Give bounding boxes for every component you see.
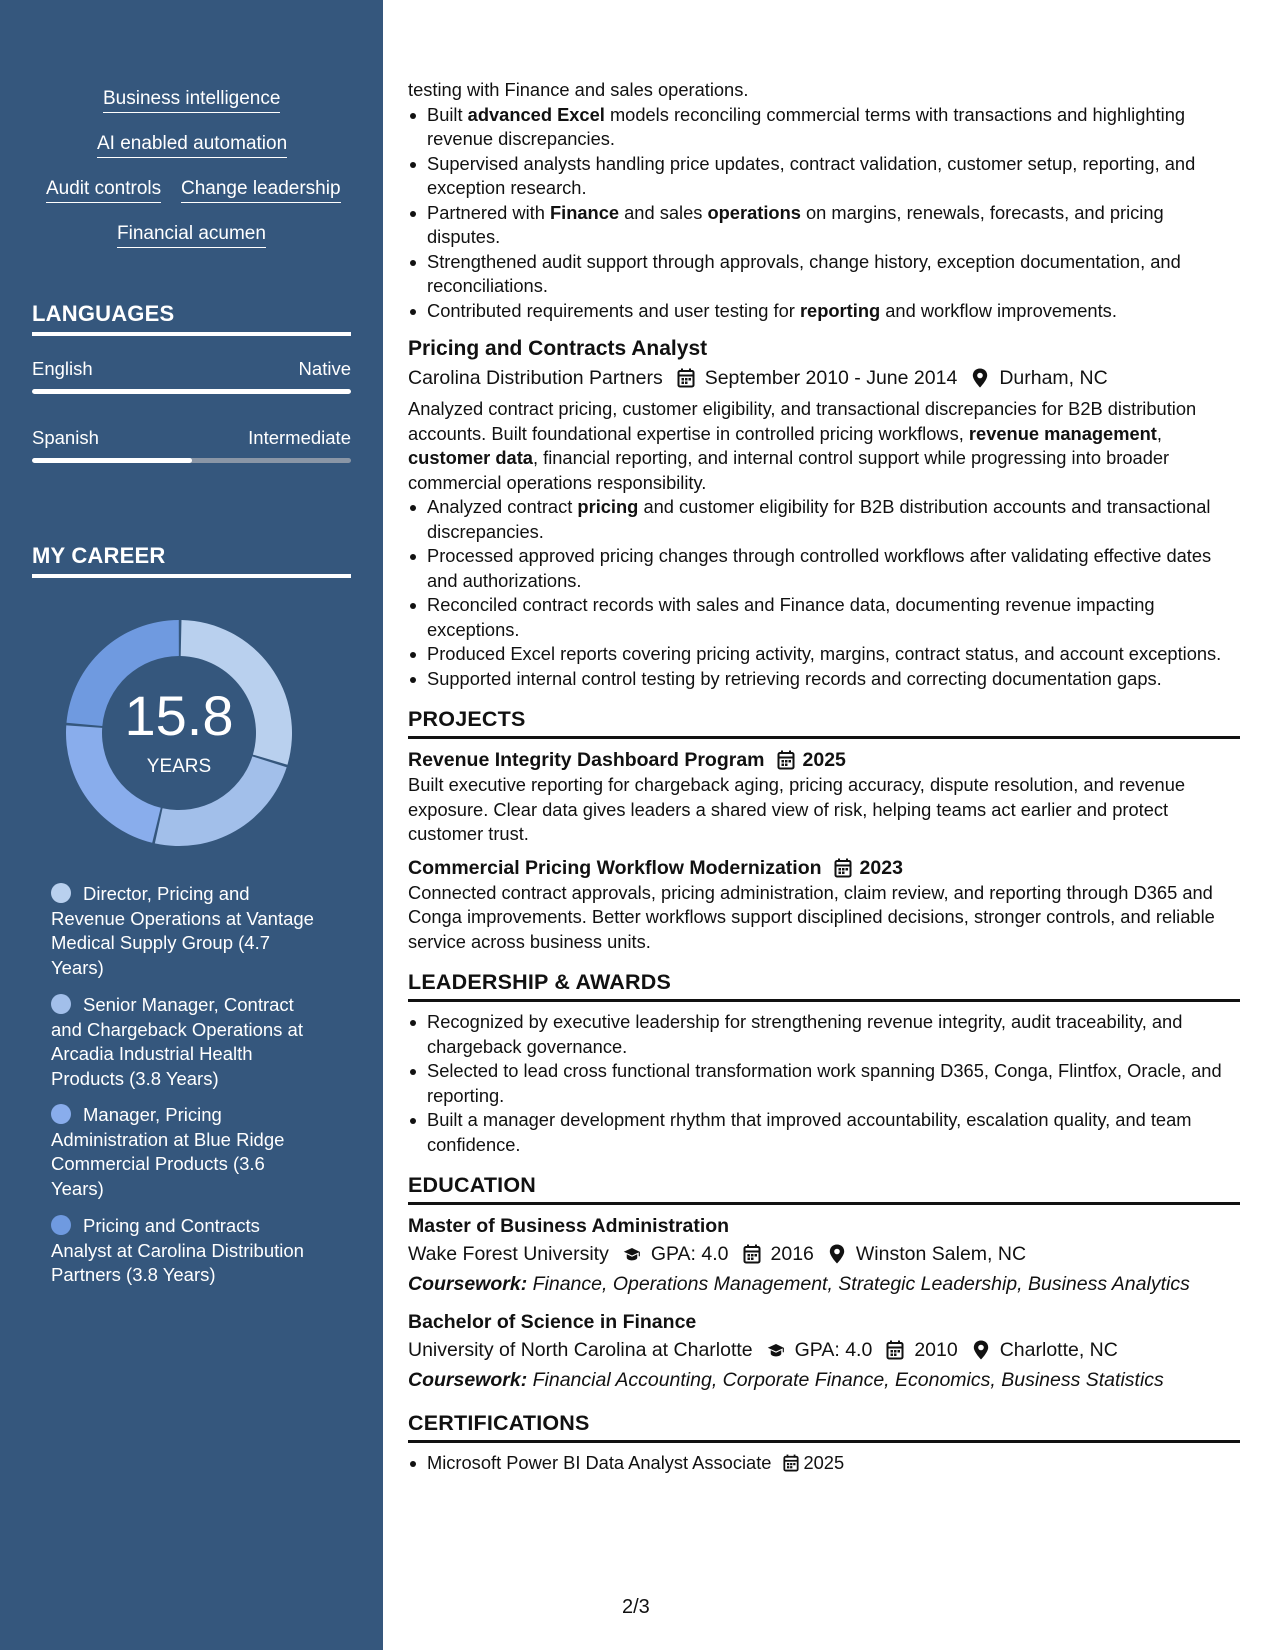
education-meta	[408, 1335, 1240, 1365]
bullet-item	[408, 642, 1240, 667]
calendar-icon	[777, 750, 795, 770]
text-run: Produced Excel reports covering pricing activity, margins, contract status, and account exceptions.	[427, 643, 1222, 664]
project-name: Commercial Pricing Workflow Modernization	[408, 856, 822, 879]
career-legend-text: Senior Manager, Contract and Chargeback Operations at Arcadia Industrial Health Products (3.8 Years)	[51, 994, 303, 1089]
language-proficiency-fill	[32, 389, 351, 394]
coursework-label: Coursework:	[408, 1369, 528, 1391]
skill-tag: Change leadership	[181, 178, 341, 203]
bullet-item	[408, 667, 1240, 692]
graduation-cap-icon	[767, 1340, 785, 1360]
text-run: Reconciled contract records with sales and Finance data, documenting revenue impacting exceptions.	[427, 594, 1155, 640]
school-location: Winston Salem, NC	[855, 1243, 1027, 1265]
text-run: Strengthened audit support through approvals, change history, exception documentation, and reconciliations.	[427, 250, 1181, 296]
skill-tag: Financial acumen	[117, 223, 266, 248]
bullet-item	[408, 1010, 1240, 1059]
bullet-item	[408, 544, 1240, 593]
location-pin-icon	[972, 1340, 990, 1360]
legend-dot	[51, 1104, 71, 1124]
career-total-label: YEARS	[146, 756, 212, 777]
calendar-icon	[783, 1454, 799, 1472]
project-description: Connected contract approvals, pricing administration, claim review, and reporting through D365 and Conga improvements. Better workflows support disciplined decisions, stronger controls, and reliable service across business units.	[408, 881, 1215, 952]
coursework-list: Finance, Operations Management, Strategic Leadership, Business Analytics	[527, 1273, 1190, 1295]
career-legend-item	[51, 1214, 321, 1288]
bold-keyword: Finance	[549, 201, 620, 223]
job-company: Carolina Distribution Partners	[408, 367, 663, 389]
calendar-icon	[677, 368, 695, 388]
bullet-item	[408, 152, 1240, 201]
language-proficiency-bar	[32, 389, 351, 394]
section-rule	[408, 1440, 1240, 1443]
certification-year: 2025	[803, 1452, 845, 1473]
language-level: Native	[298, 358, 351, 379]
bold-keyword: customer data	[408, 447, 533, 468]
bullet-item	[408, 103, 1240, 152]
section-rule	[408, 1202, 1240, 1205]
career-legend-item	[51, 1103, 321, 1201]
career-heading: MY CAREER	[32, 543, 166, 568]
career-legend-item	[51, 993, 321, 1091]
bullet-item	[408, 250, 1240, 299]
text-run: ,	[1156, 422, 1162, 444]
skill-tag: Audit controls	[46, 178, 161, 203]
page-number: 2/3	[622, 1596, 650, 1618]
career-rule	[32, 574, 351, 578]
project-title	[408, 855, 1240, 881]
coursework-label: Coursework:	[408, 1273, 528, 1295]
bold-keyword: operations	[707, 201, 801, 223]
bullet-item	[408, 495, 1240, 544]
language-proficiency-fill	[32, 458, 192, 463]
languages-heading: LANGUAGES	[32, 301, 175, 326]
text-run: Partnered with	[427, 201, 550, 223]
leadership-heading: LEADERSHIP & AWARDS	[408, 970, 672, 994]
job-title: Pricing and Contracts Analyst	[408, 337, 708, 360]
bold-keyword: revenue management	[968, 422, 1157, 444]
coursework	[408, 1365, 1240, 1395]
job-meta	[408, 363, 1240, 393]
school-location: Charlotte, NC	[999, 1339, 1118, 1361]
text-run: Contributed requirements and user testing for	[427, 299, 800, 321]
section-rule	[408, 999, 1240, 1002]
calendar-icon	[743, 1244, 761, 1264]
certification-name: Microsoft Power BI Data Analyst Associate	[427, 1452, 772, 1473]
bold-keyword: pricing	[577, 496, 639, 517]
calendar-icon	[886, 1340, 904, 1360]
calendar-icon	[834, 858, 852, 878]
career-legend-text: Director, Pricing and Revenue Operations at Vantage Medical Supply Group (4.7 Years)	[51, 883, 314, 978]
text-run: , financial reporting, and internal control support while progressing into broader commercial operations responsibility.	[408, 447, 1170, 493]
education-heading: EDUCATION	[408, 1173, 537, 1197]
gpa: GPA: 4.0	[794, 1339, 873, 1361]
job-summary	[408, 397, 1240, 495]
graduation-cap-icon	[623, 1244, 641, 1264]
career-legend-text: Manager, Pricing Administration at Blue Ridge Commercial Products (3.6 Years)	[51, 1104, 285, 1199]
text-run: Supported internal control testing by retrieving records and correcting documentation gaps.	[427, 667, 1162, 689]
job-location: Durham, NC	[999, 367, 1108, 389]
graduation-year: 2010	[914, 1339, 958, 1361]
leadership-list	[408, 1010, 1240, 1157]
legend-dot	[51, 994, 71, 1014]
bold-keyword: advanced Excel	[467, 103, 605, 125]
project-title	[408, 747, 1240, 773]
previous-job-bullets	[408, 103, 1240, 324]
skill-tag: AI enabled automation	[97, 133, 287, 158]
bullet-item	[408, 593, 1240, 642]
coursework	[408, 1269, 1240, 1299]
text-run: and sales	[619, 201, 708, 223]
bullet-text: Selected to lead cross functional transformation work spanning D365, Conga, Flintfox, Oracle, and reporting.	[427, 1060, 1222, 1106]
school-name: University of North Carolina at Charlotte	[408, 1339, 753, 1361]
language-name: Spanish	[32, 427, 99, 448]
degree-title: Bachelor of Science in Finance	[408, 1311, 697, 1333]
project-description: Built executive reporting for chargeback aging, pricing accuracy, dispute resolution, and revenue exposure. Clear data gives leaders a shared view of risk, helping teams act earlier and protect customer trust.	[408, 774, 1186, 844]
text-run: Built	[427, 103, 468, 125]
section-rule	[408, 736, 1240, 739]
certifications-list	[408, 1451, 1240, 1476]
career-legend-text: Pricing and Contracts Analyst at Carolina Distribution Partners (3.8 Years)	[51, 1215, 304, 1285]
text-run: models reconciling commercial terms with transactions and highlighting revenue discrepancies.	[427, 103, 1186, 149]
graduation-year: 2016	[770, 1243, 814, 1265]
languages-rule	[32, 332, 351, 336]
text-run: on margins, renewals, forecasts, and pricing disputes.	[427, 201, 1164, 247]
language-level: Intermediate	[248, 427, 351, 448]
certifications-heading: CERTIFICATIONS	[408, 1411, 590, 1435]
language-row	[32, 427, 351, 449]
project-year: 2023	[859, 856, 903, 879]
career-total-years: 15.8	[124, 684, 234, 747]
project-year: 2025	[802, 749, 846, 771]
bullet-item	[408, 299, 1240, 324]
location-pin-icon	[971, 368, 989, 388]
job-bullets	[408, 495, 1240, 691]
bullet-item	[408, 1108, 1240, 1157]
skill-tag: Business intelligence	[103, 88, 280, 113]
language-name: English	[32, 358, 93, 379]
gpa: GPA: 4.0	[650, 1243, 729, 1265]
language-row	[32, 358, 351, 380]
coursework-list: Financial Accounting, Corporate Finance, Economics, Business Statistics	[527, 1369, 1164, 1391]
school-name: Wake Forest University	[408, 1243, 609, 1265]
degree-title: Master of Business Administration	[408, 1215, 730, 1237]
text-run: Processed approved pricing changes through controlled workflows after validating effective dates and authorizations.	[427, 545, 1212, 591]
text-run: Analyzed contract	[427, 496, 578, 517]
bullet-text: Recognized by executive leadership for strengthening revenue integrity, audit traceability, and chargeback governance.	[427, 1011, 1183, 1057]
career-legend-item	[51, 882, 321, 980]
bullet-item	[408, 201, 1240, 250]
continued-text: testing with Finance and sales operations.	[408, 79, 749, 100]
education-list	[408, 1213, 1240, 1395]
job-dates: September 2010 - June 2014	[704, 367, 958, 389]
projects-heading: PROJECTS	[408, 707, 526, 731]
legend-dot	[51, 1215, 71, 1235]
text-run: and customer eligibility for B2B distribution accounts and transactional discrepancies.	[427, 496, 1211, 542]
bold-keyword: reporting	[799, 299, 881, 321]
language-proficiency-bar	[32, 458, 351, 463]
location-pin-icon	[828, 1244, 846, 1264]
main-content	[408, 78, 1240, 1476]
education-meta	[408, 1239, 1240, 1269]
bullet-item	[408, 1059, 1240, 1108]
text-run: and workflow improvements.	[880, 299, 1117, 321]
projects-list	[408, 747, 1240, 954]
project-name: Revenue Integrity Dashboard Program	[408, 749, 765, 771]
text-run: Supervised analysts handling price updates, contract validation, customer setup, reporting, and exception research.	[427, 152, 1196, 198]
sidebar	[0, 0, 383, 1650]
bullet-text: Built a manager development rhythm that improved accountability, escalation quality, and team confidence.	[427, 1109, 1192, 1155]
text-run: Analyzed contract pricing, customer eligibility, and transactional discrepancies for B2B distribution accounts. Built foundational expertise in controlled pricing workflows,	[408, 398, 1197, 444]
certification-item	[408, 1451, 1240, 1476]
legend-dot	[51, 883, 71, 903]
